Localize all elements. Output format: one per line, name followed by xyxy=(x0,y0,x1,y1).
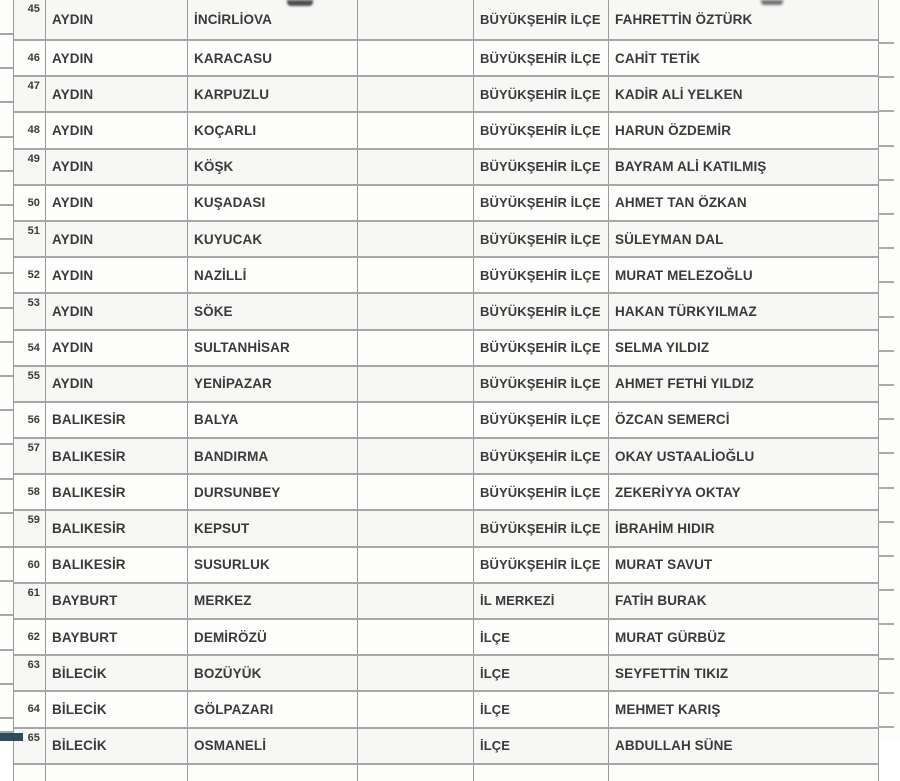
grid-line-fragment xyxy=(878,42,894,44)
cell-type: BÜYÜKŞEHİR İLÇE xyxy=(474,77,609,111)
table-row xyxy=(14,294,879,330)
cell-blank xyxy=(358,41,474,75)
cell-no: 57 xyxy=(14,439,46,473)
cell-no: 58 xyxy=(14,475,46,509)
cell-blank xyxy=(358,258,474,292)
grid-line-fragment xyxy=(0,204,13,206)
cell-province: BİLECİK xyxy=(46,692,188,726)
table-row xyxy=(14,0,879,41)
grid-line-fragment xyxy=(0,238,13,240)
cell-blank xyxy=(358,584,474,618)
cell-no: 53 xyxy=(14,294,46,328)
cell-type: BÜYÜKŞEHİR İLÇE xyxy=(474,150,609,184)
cell-blank xyxy=(358,511,474,545)
cell-district: KOÇARLI xyxy=(188,113,358,147)
cell-blank xyxy=(358,729,474,763)
grid-line-fragment xyxy=(878,384,894,386)
cell-province: BALIKESİR xyxy=(46,511,188,545)
cell-province: AYDIN xyxy=(46,77,188,111)
corner-mark xyxy=(0,733,23,741)
cell-district: SÖKE xyxy=(188,294,358,328)
cell-no: 60 xyxy=(14,548,46,582)
grid-line-fragment xyxy=(878,247,894,249)
cell-blank xyxy=(358,113,474,147)
cell-district: BALYA xyxy=(188,403,358,437)
cell-blank xyxy=(188,765,358,781)
cell-district: KUYUCAK xyxy=(188,222,358,256)
cell-no: 55 xyxy=(14,367,46,401)
table-row xyxy=(14,41,879,77)
table-row xyxy=(14,511,879,547)
cell-no: 56 xyxy=(14,403,46,437)
cell-district: DURSUNBEY xyxy=(188,475,358,509)
cell-type: BÜYÜKŞEHİR İLÇE xyxy=(474,548,609,582)
grid-line-fragment xyxy=(0,580,13,582)
table-row xyxy=(14,692,879,728)
grid-line-fragment xyxy=(0,67,13,69)
cell-district: KUŞADASI xyxy=(188,186,358,220)
cell-name: SEYFETTİN TIKIZ xyxy=(609,656,879,690)
cell-province: AYDIN xyxy=(46,113,188,147)
grid-line-fragment xyxy=(0,341,13,343)
grid-line-fragment xyxy=(0,33,13,35)
cell-type: BÜYÜKŞEHİR İLÇE xyxy=(474,367,609,401)
grid-line-fragment xyxy=(0,512,13,514)
cell-province: AYDIN xyxy=(46,258,188,292)
scan-artifact-top-center xyxy=(287,0,313,6)
grid-line-fragment xyxy=(878,145,894,147)
cell-blank xyxy=(358,0,474,39)
cell-blank xyxy=(358,294,474,328)
cell-province: AYDIN xyxy=(46,150,188,184)
cell-blank xyxy=(358,620,474,654)
cell-district: MERKEZ xyxy=(188,584,358,618)
cell-no: 50 xyxy=(14,186,46,220)
cell-blank xyxy=(358,222,474,256)
cell-name: BAYRAM ALİ KATILMIŞ xyxy=(609,150,879,184)
cell-no: 64 xyxy=(14,692,46,726)
grid-line-fragment xyxy=(878,487,894,489)
grid-line-fragment xyxy=(0,272,13,274)
cell-type: BÜYÜKŞEHİR İLÇE xyxy=(474,331,609,365)
table-row xyxy=(14,331,879,367)
cell-province: AYDIN xyxy=(46,41,188,75)
table-row xyxy=(14,729,879,765)
table-row xyxy=(14,475,879,511)
cell-name: ZEKERİYYA OKTAY xyxy=(609,475,879,509)
grid-line-fragment xyxy=(0,649,13,651)
table-row xyxy=(14,113,879,149)
cell-district: GÖLPAZARI xyxy=(188,692,358,726)
cell-name: HARUN ÖZDEMİR xyxy=(609,113,879,147)
table-row xyxy=(14,620,879,656)
cell-district: KÖŞK xyxy=(188,150,358,184)
cell-type: BÜYÜKŞEHİR İLÇE xyxy=(474,403,609,437)
cell-province: BAYBURT xyxy=(46,620,188,654)
grid-line-fragment xyxy=(0,170,13,172)
grid-line-fragment xyxy=(878,726,894,728)
cell-blank xyxy=(358,77,474,111)
cell-type: BÜYÜKŞEHİR İLÇE xyxy=(474,113,609,147)
cell-blank xyxy=(358,403,474,437)
grid-line-fragment xyxy=(0,136,13,138)
cell-type: İLÇE xyxy=(474,656,609,690)
cell-blank xyxy=(358,692,474,726)
cell-blank xyxy=(358,475,474,509)
cell-no: 49 xyxy=(14,150,46,184)
cell-name: ABDULLAH SÜNE xyxy=(609,729,879,763)
table-row xyxy=(14,77,879,113)
cell-district: DEMİRÖZÜ xyxy=(188,620,358,654)
cell-district: YENİPAZAR xyxy=(188,367,358,401)
cell-no: 47 xyxy=(14,77,46,111)
cell-province: AYDIN xyxy=(46,331,188,365)
grid-line-fragment xyxy=(0,683,13,685)
cell-district: BOZÜYÜK xyxy=(188,656,358,690)
cell-blank xyxy=(358,656,474,690)
cell-province: BİLECİK xyxy=(46,729,188,763)
cell-blank xyxy=(358,331,474,365)
grid-line-fragment xyxy=(878,692,894,694)
cell-province: BALIKESİR xyxy=(46,548,188,582)
cell-name: CAHİT TETİK xyxy=(609,41,879,75)
cell-province: AYDIN xyxy=(46,186,188,220)
table-row xyxy=(14,439,879,475)
table-row xyxy=(14,367,879,403)
grid-line-fragment xyxy=(0,478,13,480)
cell-blank xyxy=(46,765,188,781)
grid-line-fragment xyxy=(878,418,894,420)
grid-line-fragment xyxy=(878,452,894,454)
cell-name: ÖZCAN SEMERCİ xyxy=(609,403,879,437)
table-row xyxy=(14,222,879,258)
cell-type: İL MERKEZİ xyxy=(474,584,609,618)
cell-type: BÜYÜKŞEHİR İLÇE xyxy=(474,294,609,328)
cell-type: BÜYÜKŞEHİR İLÇE xyxy=(474,186,609,220)
cell-province: BALIKESİR xyxy=(46,439,188,473)
grid-line-fragment xyxy=(0,614,13,616)
cell-province: BİLECİK xyxy=(46,656,188,690)
grid-line-fragment xyxy=(0,409,13,411)
cell-province: AYDIN xyxy=(46,222,188,256)
table-row xyxy=(14,150,879,186)
mayor-table xyxy=(13,0,879,781)
grid-line-fragment xyxy=(878,350,894,352)
cell-province: BALIKESİR xyxy=(46,475,188,509)
cell-name: MURAT SAVUT xyxy=(609,548,879,582)
cell-type: BÜYÜKŞEHİR İLÇE xyxy=(474,475,609,509)
cell-province: BALIKESİR xyxy=(46,403,188,437)
cell-blank xyxy=(358,150,474,184)
cell-name: HAKAN TÜRKYILMAZ xyxy=(609,294,879,328)
cell-name: SELMA YILDIZ xyxy=(609,331,879,365)
grid-line-fragment xyxy=(878,76,894,78)
cell-no: 52 xyxy=(14,258,46,292)
cell-name: AHMET FETHİ YILDIZ xyxy=(609,367,879,401)
cell-name: FAHRETTİN ÖZTÜRK xyxy=(609,0,879,39)
cell-name: MEHMET KARIŞ xyxy=(609,692,879,726)
grid-line-fragment xyxy=(0,307,13,309)
cell-no: 45 xyxy=(14,0,46,39)
cell-name: İBRAHİM HIDIR xyxy=(609,511,879,545)
cell-district: NAZİLLİ xyxy=(188,258,358,292)
cell-type: BÜYÜKŞEHİR İLÇE xyxy=(474,222,609,256)
cell-blank xyxy=(358,367,474,401)
cell-district: SULTANHİSAR xyxy=(188,331,358,365)
cell-district: KARACASU xyxy=(188,41,358,75)
grid-line-fragment xyxy=(878,521,894,523)
cell-type: İLÇE xyxy=(474,729,609,763)
cell-type: İLÇE xyxy=(474,692,609,726)
grid-line-fragment xyxy=(0,375,13,377)
cell-name: MURAT GÜRBÜZ xyxy=(609,620,879,654)
cell-name: OKAY USTAALİOĞLU xyxy=(609,439,879,473)
grid-line-fragment xyxy=(878,110,894,112)
table-row xyxy=(14,186,879,222)
cell-name: AHMET TAN ÖZKAN xyxy=(609,186,879,220)
cell-blank xyxy=(14,765,46,781)
grid-line-fragment xyxy=(0,546,13,548)
cell-no: 62 xyxy=(14,620,46,654)
grid-line-fragment xyxy=(0,717,13,719)
grid-line-fragment xyxy=(878,179,894,181)
grid-line-fragment xyxy=(878,281,894,283)
cell-no: 65 xyxy=(14,729,46,763)
cell-type: BÜYÜKŞEHİR İLÇE xyxy=(474,258,609,292)
cell-name: SÜLEYMAN DAL xyxy=(609,222,879,256)
cell-no: 51 xyxy=(14,222,46,256)
table-row xyxy=(14,584,879,620)
grid-line-fragment xyxy=(878,555,894,557)
cell-blank xyxy=(358,765,474,781)
cell-province: BAYBURT xyxy=(46,584,188,618)
cell-blank xyxy=(609,765,879,781)
cell-blank xyxy=(358,186,474,220)
cell-name: KADİR ALİ YELKEN xyxy=(609,77,879,111)
table-row xyxy=(14,403,879,439)
grid-line-fragment xyxy=(878,316,894,318)
cell-name: MURAT MELEZOĞLU xyxy=(609,258,879,292)
cell-province: AYDIN xyxy=(46,0,188,39)
cell-type: BÜYÜKŞEHİR İLÇE xyxy=(474,41,609,75)
cell-province: AYDIN xyxy=(46,294,188,328)
grid-line-fragment xyxy=(878,213,894,215)
table-row-partial xyxy=(14,765,879,781)
cell-type: İLÇE xyxy=(474,620,609,654)
cell-type: BÜYÜKŞEHİR İLÇE xyxy=(474,511,609,545)
cell-province: AYDIN xyxy=(46,367,188,401)
table-row xyxy=(14,656,879,692)
cell-no: 61 xyxy=(14,584,46,618)
cell-district: KEPSUT xyxy=(188,511,358,545)
cell-blank xyxy=(474,765,609,781)
cell-no: 54 xyxy=(14,331,46,365)
cell-no: 48 xyxy=(14,113,46,147)
cell-district: İNCİRLİOVA xyxy=(188,0,358,39)
cell-name: FATİH BURAK xyxy=(609,584,879,618)
cell-blank xyxy=(358,439,474,473)
cell-type: BÜYÜKŞEHİR İLÇE xyxy=(474,439,609,473)
cell-district: SUSURLUK xyxy=(188,548,358,582)
grid-line-fragment xyxy=(878,589,894,591)
cell-no: 46 xyxy=(14,41,46,75)
grid-line-fragment xyxy=(878,658,894,660)
grid-line-fragment xyxy=(0,443,13,445)
table-row xyxy=(14,258,879,294)
grid-line-fragment xyxy=(878,623,894,625)
cell-district: BANDIRMA xyxy=(188,439,358,473)
cell-blank xyxy=(358,548,474,582)
cell-no: 63 xyxy=(14,656,46,690)
scan-artifact-top-right xyxy=(761,0,783,5)
table-row xyxy=(14,548,879,584)
grid-line-fragment xyxy=(0,101,13,103)
cell-type: BÜYÜKŞEHİR İLÇE xyxy=(474,0,609,39)
cell-district: OSMANELİ xyxy=(188,729,358,763)
cell-district: KARPUZLU xyxy=(188,77,358,111)
cell-no: 59 xyxy=(14,511,46,545)
